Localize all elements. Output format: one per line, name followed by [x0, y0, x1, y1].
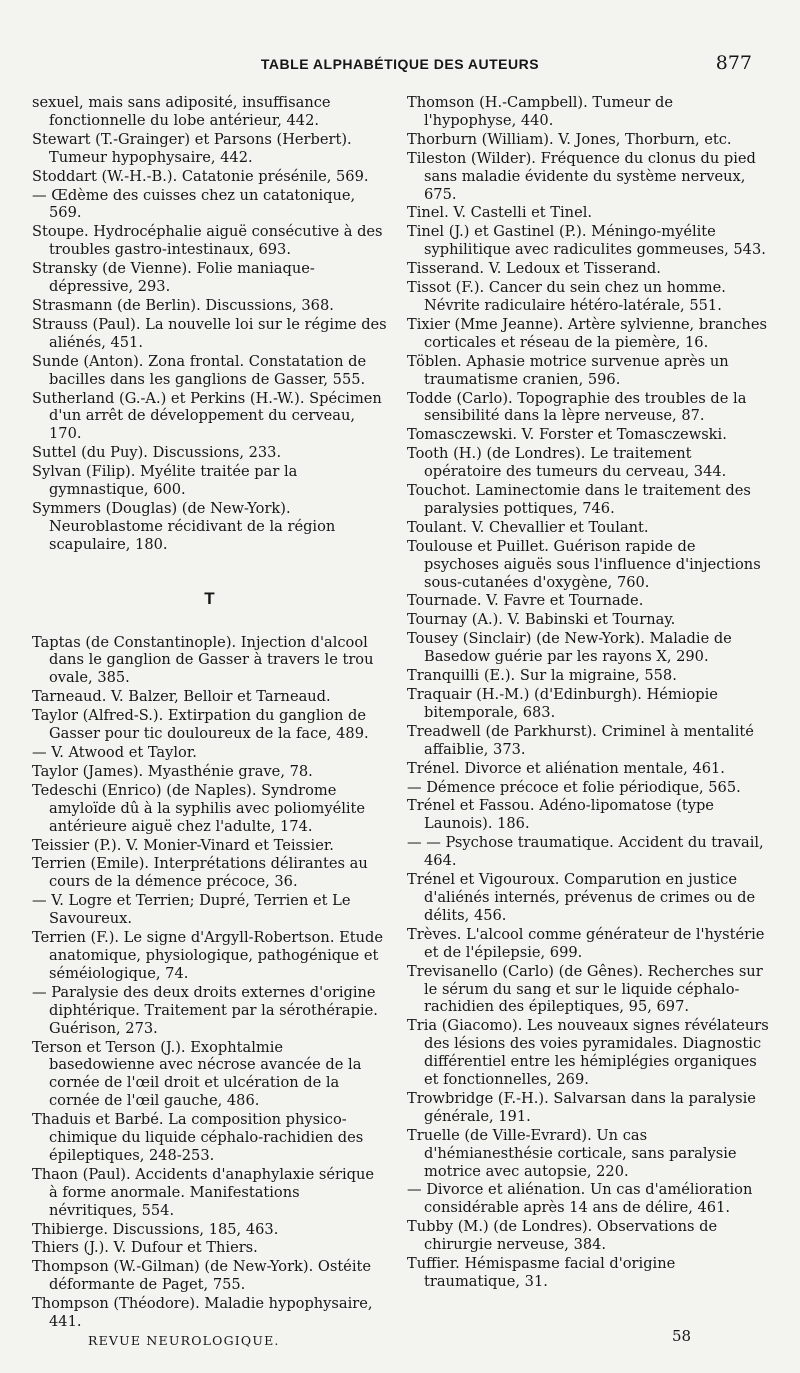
index-entry: Tuffier. Hémispasme facial d'origine traumatique, 31. — [407, 1255, 676, 1290]
index-entry: Thompson (Théodore). Maladie hypophysaire, 441. — [32, 1295, 373, 1331]
index-entry: Tileston (Wilder). Fréquence du clonus du pied sans maladie évidente du système nerveux, 675. — [407, 149, 756, 203]
index-entry: Sutherland (G.-A.) et Perkins (H.-W.). Spécimen d'un arrêt de développement du cerveau, 170. — [32, 389, 382, 443]
index-entry: — — Psychose traumatique. Accident du travail, 464. — [407, 834, 764, 870]
index-entry: Tedeschi (Enrico) (de Naples). Syndrome amyloïde dû à la syphilis avec poliomyélite antérieure aiguë chez l'adulte, 174. — [32, 781, 366, 835]
index-entry: Töblen. Aphasie motrice survenue après un traumatisme cranien, 596. — [407, 352, 729, 388]
index-entry: sexuel, mais sans adiposité, insuffisance fonctionnelle du lobe antérieur, 442. — [32, 94, 331, 129]
page-title: TABLE ALPHABÉTIQUE DES AUTEURS — [260, 56, 540, 72]
section-letter: T — [204, 588, 215, 608]
index-entry: — V. Logre et Terrien; Dupré, Terrien et Le Savoureux. — [32, 892, 351, 928]
index-entry: Tomasczewski. V. Forster et Tomasczewski. — [407, 426, 727, 444]
index-entry: — V. Atwood et Taylor. — [32, 744, 197, 761]
index-entry: Thompson (W.-Gilman) (de New-York). Ostéite déformante de Paget, 755. — [32, 1258, 371, 1294]
index-entry: Stoupe. Hydrocéphalie aiguë consécutive à des troubles gastro-intestinaux, 693. — [32, 223, 383, 259]
index-entry: Tarneaud. V. Balzer, Belloir et Tarneaud. — [32, 688, 331, 706]
signature-mark: 58 — [672, 1327, 692, 1345]
index-entry: Strauss (Paul). La nouvelle loi sur le régime des aliénés, 451. — [32, 315, 387, 351]
running-header — [40, 52, 760, 82]
index-entry: Tinel (J.) et Gastinel (P.). Méningo-myélite syphilitique avec radiculites gommeuses, 543. — [407, 223, 766, 259]
index-entry: Trowbridge (F.-H.). Salvarsan dans la paralysie générale, 191. — [407, 1089, 756, 1125]
index-entry: Tisserand. V. Ledoux et Tisserand. — [407, 260, 661, 278]
index-entry: Thiers (J.). V. Dufour et Thiers. — [32, 1239, 258, 1257]
index-entry: Thaon (Paul). Accidents d'anaphylaxie sérique à forme anormale. Manifestations névritiques, 554. — [32, 1165, 375, 1219]
index-entry: Taylor (Alfred-S.). Extirpation du ganglion de Gasser pour tic douloureux de la face, 489. — [32, 707, 369, 743]
index-entry: Trénel et Vigouroux. Comparution en justice d'aliénés internés, prévenus de crimes ou de délits, 456. — [407, 871, 756, 924]
index-entry: Thaduis et Barbé. La composition physico-chimique du liquide céphalo-rachidien des épileptiques, 248-253. — [32, 1111, 364, 1164]
index-entry: Stransky (de Vienne). Folie maniaque-dépressive, 293. — [32, 260, 315, 296]
index-entry: Thorburn (William). V. Jones, Thorburn, etc. — [407, 130, 732, 148]
index-entry: Todde (Carlo). Topographie des troubles de la sensibilité dans la lèpre nerveuse, 87. — [407, 389, 747, 425]
index-entry: Tixier (Mme Jeanne). Artère sylvienne, branches corticales et réseau de la piemère, 16. — [407, 315, 767, 351]
index-entry: Tinel. V. Castelli et Tinel. — [407, 204, 593, 222]
index-entry: Teissier (P.). V. Monier-Vinard et Teissier. — [32, 836, 334, 854]
index-entry: Treadwell (de Parkhurst). Criminel à mentalité affaiblie, 373. — [407, 722, 754, 758]
index-entry: Taylor (James). Myasthénie grave, 78. — [32, 762, 313, 780]
index-entry: Trèves. L'alcool comme générateur de l'hystérie et de l'épilepsie, 699. — [407, 925, 765, 961]
index-entry: Touchot. Laminectomie dans le traitement des paralysies pottiques, 746. — [407, 482, 751, 517]
index-entry: Terrien (F.). Le signe d'Argyll-Robertson. Etude anatomique, physiologique, pathogénique et séméiologique, 74. — [32, 929, 383, 982]
index-entry: Symmers (Douglas) (de New-York). Neuroblastome récidivant de la région scapulaire, 180. — [32, 499, 336, 553]
left-column — [32, 94, 387, 1332]
index-entry: Trénel. Divorce et aliénation mentale, 461. — [407, 759, 725, 777]
index-entry: Trénel et Fassou. Adéno-lipomatose (type Launois). 186. — [407, 797, 714, 833]
index-entry: Tissot (F.). Cancer du sein chez un homme. Névrite radiculaire hétéro-latérale, 551. — [407, 279, 726, 314]
index-entry: Toulouse et Puillet. Guérison rapide de psychoses aiguës sous l'influence d'injections sous-cutanées d'oxygène, 760. — [407, 537, 761, 591]
index-entry: Taptas (de Constantinople). Injection d'alcool dans le ganglion de Gasser à travers le trou ovale, 385. — [32, 633, 374, 687]
index-entry: — Démence précoce et folie périodique, 565. — [407, 778, 741, 796]
index-entry: Tubby (M.) (de Londres). Observations de chirurgie nerveuse, 384. — [407, 1218, 718, 1254]
index-entry: Tooth (H.) (de Londres). Le traitement opératoire des tumeurs du cerveau, 344. — [407, 445, 727, 481]
index-entry: — Paralysie des deux droits externes d'origine diphtérique. Traitement par la sérothérapie. Guérison, 273. — [32, 983, 378, 1037]
index-entry: Toulant. V. Chevallier et Toulant. — [407, 518, 649, 536]
index-entry: Truelle (de Ville-Evrard). Un cas d'hémianesthésie corticale, sans paralysie motrice avec autopsie, 220. — [407, 1126, 737, 1180]
index-entry: Tria (Giacomo). Les nouveaux signes révélateurs des lésions des voies pyramidales. Diagnostic différentiel entre les hémiplégies organiques et fonctionnelles, 269. — [407, 1017, 769, 1089]
index-entry: Trevisanello (Carlo) (de Gênes). Recherches sur le sérum du sang et sur le liquide céphalo-rachidien des épileptiques, 95, 697. — [407, 962, 763, 1016]
index-entry: — Divorce et aliénation. Un cas d'amélioration considérable après 14 ans de délire, 461. — [407, 1181, 753, 1217]
index-entry: Suttel (du Puy). Discussions, 233. — [32, 444, 282, 462]
page-number: 877 — [715, 52, 752, 74]
index-entry: Terrien (Emile). Interprétations délirantes au cours de la démence précoce, 36. — [32, 855, 368, 891]
index-entry: Tournay (A.). V. Babinski et Tournay. — [407, 611, 676, 629]
index-entry: — Œdème des cuisses chez un catatonique, 569. — [32, 186, 356, 222]
index-entry: Strasmann (de Berlin). Discussions, 368. — [32, 296, 334, 314]
journal-footer: REVUE NEUROLOGIQUE. — [88, 1333, 280, 1348]
index-entry: Tousey (Sinclair) (de New-York). Maladie de Basedow guérie par les rayons X, 290. — [407, 630, 732, 666]
index-entry: Tournade. V. Favre et Tournade. — [407, 592, 644, 610]
index-entry: Terson et Terson (J.). Exophtalmie basedowienne avec nécrose avancée de la cornée de l'œil droit et ulcération de la cornée de l'œil gauche, 486. — [32, 1038, 362, 1110]
index-entry: Traquair (H.-M.) (d'Edinburgh). Hémiopie bitemporale, 683. — [407, 686, 718, 721]
index-entry: Thibierge. Discussions, 185, 463. — [32, 1220, 279, 1238]
index-entry: Stoddart (W.-H.-B.). Catatonie présénile, 569. — [32, 167, 369, 185]
index-entry: Tranquilli (E.). Sur la migraine, 558. — [407, 667, 677, 685]
index-entry: Thomson (H.-Campbell). Tumeur de l'hypophyse, 440. — [407, 94, 673, 129]
index-entry: Sylvan (Filip). Myélite traitée par la gymnastique, 600. — [32, 463, 298, 499]
right-column — [407, 94, 769, 1292]
index-entry: Sunde (Anton). Zona frontal. Constatation de bacilles dans les ganglions de Gasser, 555. — [32, 352, 367, 388]
index-entry: Stewart (T.-Grainger) et Parsons (Herbert). Tumeur hypophysaire, 442. — [32, 130, 352, 166]
